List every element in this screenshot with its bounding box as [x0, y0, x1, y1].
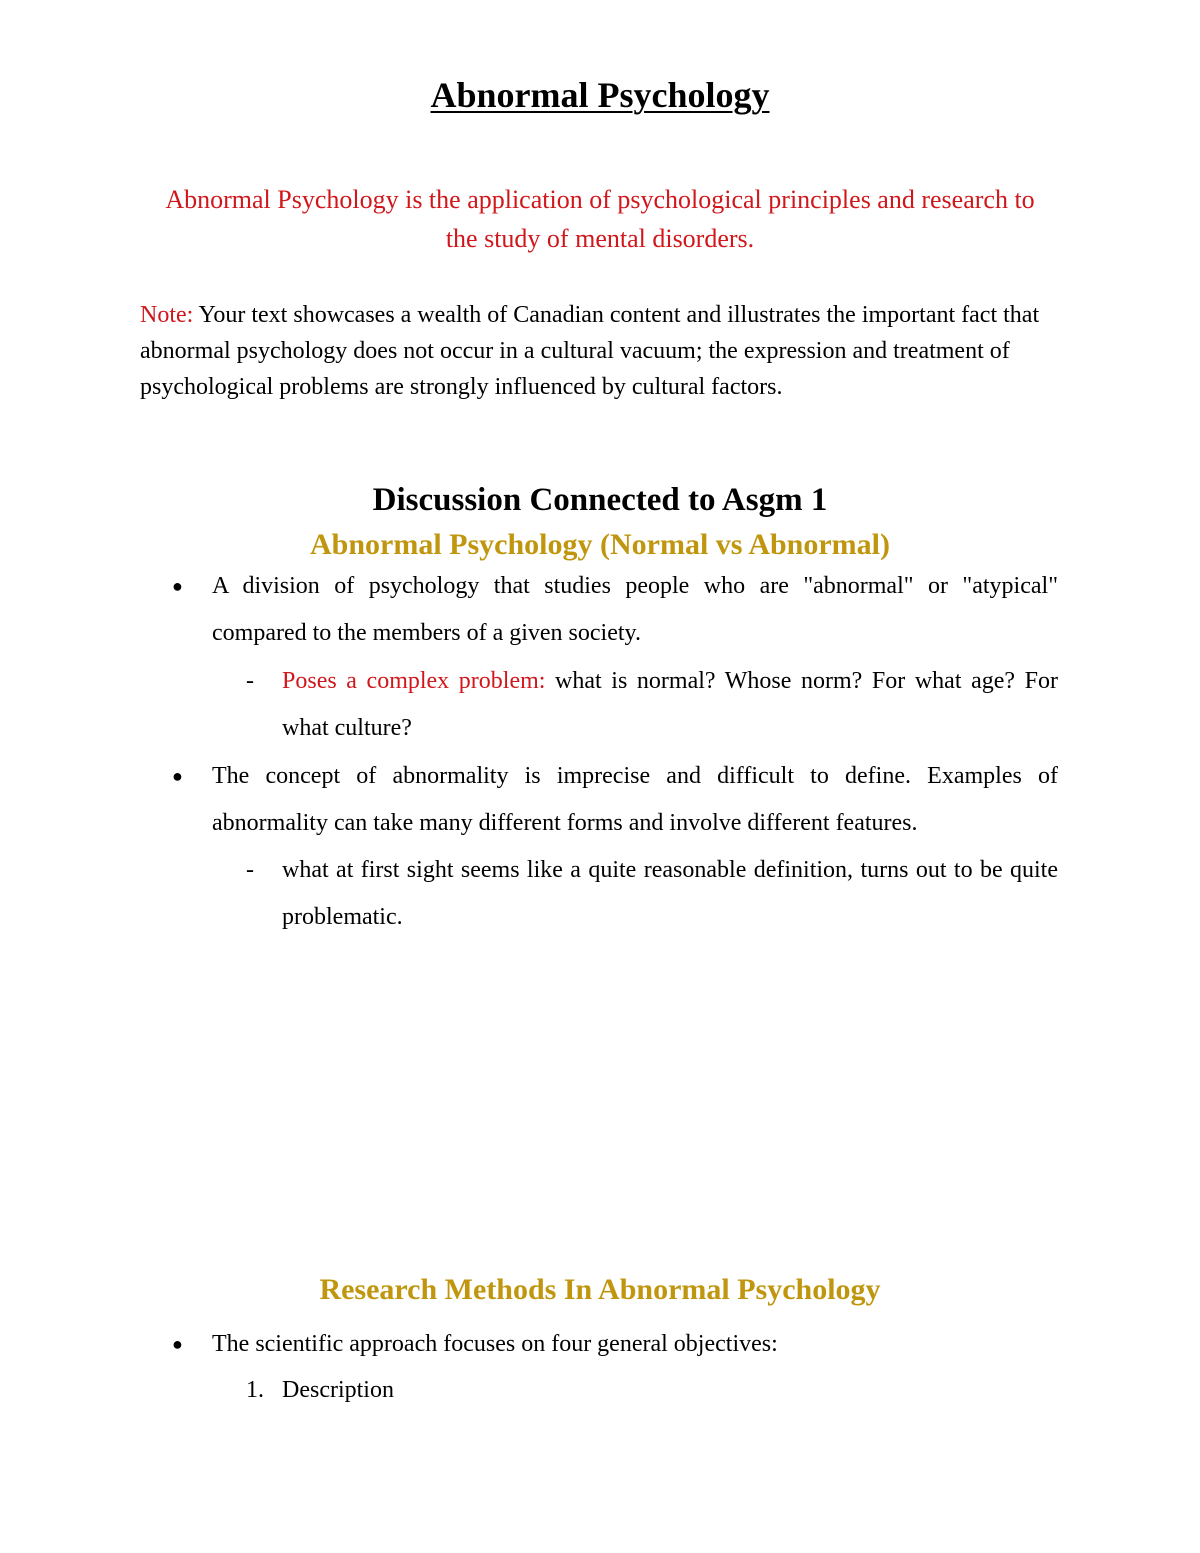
research-methods-heading: Research Methods In Abnormal Psychology: [319, 1273, 881, 1306]
bullet-item-division: A division of psychology that studies people who are "abnormal" or "atypical" compared to the members of a given society.: [212, 573, 1058, 646]
sub-item-complex-problem: [282, 658, 1058, 752]
definition-paragraph: Abnormal Psychology is the application of psychological principles and research to the study of mental disorders.: [165, 185, 1035, 253]
bullet-item-scientific-approach: The scientific approach focuses on four general objectives:: [212, 1331, 778, 1357]
dash-icon: -: [246, 857, 254, 883]
normal-vs-abnormal-heading: Abnormal Psychology (Normal vs Abnormal): [310, 528, 890, 561]
discussion-heading: Discussion Connected to Asgm 1: [372, 482, 828, 518]
note-label: Note:: [140, 302, 194, 328]
bullet-icon: ●: [172, 766, 183, 786]
bullet-icon: ●: [172, 576, 183, 596]
sub-item-definition-problematic: what at first sight seems like a quite reasonable definition, turns out to be quite problematic.: [282, 857, 1058, 930]
bullet-icon: ●: [172, 1334, 183, 1354]
complex-problem-label: Poses a complex problem:: [282, 668, 546, 694]
page-title: Abnormal Psychology: [430, 75, 770, 115]
dash-icon: -: [246, 668, 254, 694]
complex-problem-text: what is normal? Whose norm? For what age? For what culture?: [282, 668, 1058, 741]
bullet-item-concept: The concept of abnormality is imprecise and difficult to define. Examples of abnormality can take many different forms and involve different features.: [212, 763, 1058, 836]
list-item-description: Description: [282, 1377, 394, 1403]
note-paragraph: [140, 297, 1060, 405]
list-number: 1.: [246, 1377, 264, 1403]
note-text: Your text showcases a wealth of Canadian content and illustrates the important fact that abnormal psychology does not occur in a cultural vacuum; the expression and treatment of psychological problems are strongly influenced by cultural factors.: [140, 302, 1040, 400]
